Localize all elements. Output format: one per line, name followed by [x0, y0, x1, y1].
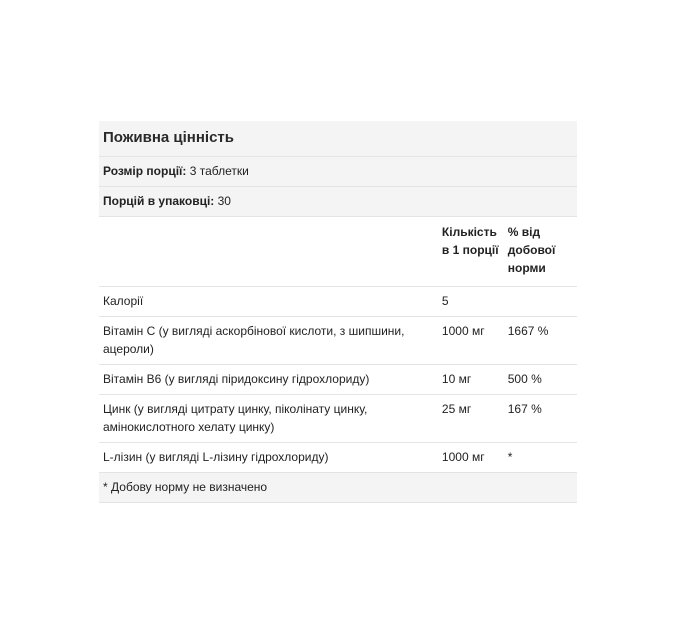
- nutrient-name: Калорії: [99, 287, 438, 317]
- column-header-row: [99, 217, 577, 287]
- serving-size: [99, 157, 577, 187]
- nutrient-amount: 10 мг: [438, 365, 504, 395]
- serving-size-label: Розмір порції:: [103, 164, 187, 178]
- nutrient-daily-value: [504, 287, 577, 317]
- table-row: [99, 365, 577, 395]
- footnote: * Добову норму не визначено: [99, 473, 577, 503]
- nutrient-name: Вітамін С (у вигляді аскорбінової кислоти, з шипшини, ацероли): [99, 317, 438, 365]
- nutrient-name: L-лізин (у вигляді L-лізину гідрохлориду): [99, 443, 438, 473]
- nutrient-daily-value: 500 %: [504, 365, 577, 395]
- header-amount: Кількість в 1 порції: [438, 217, 504, 287]
- nutrient-daily-value: 167 %: [504, 395, 577, 443]
- header-daily-value: % від добової норми: [504, 217, 577, 287]
- header-name: [99, 217, 438, 287]
- servings-per-container-row: [99, 187, 577, 217]
- nutrient-amount: 1000 мг: [438, 317, 504, 365]
- servings-per-container: [99, 187, 577, 217]
- title-row: [99, 121, 577, 157]
- nutrient-amount: 1000 мг: [438, 443, 504, 473]
- table-row: [99, 287, 577, 317]
- nutrient-name: Цинк (у вигляді цитрату цинку, піколінату цинку, амінокислотного хелату цинку): [99, 395, 438, 443]
- nutrient-daily-value: 1667 %: [504, 317, 577, 365]
- table-row: [99, 395, 577, 443]
- supplement-facts-table: [99, 121, 577, 503]
- table-row: [99, 317, 577, 365]
- serving-size-row: [99, 157, 577, 187]
- nutrient-amount: 25 мг: [438, 395, 504, 443]
- nutrient-name: Вітамін В6 (у вигляді піридоксину гідрохлориду): [99, 365, 438, 395]
- footnote-row: [99, 473, 577, 503]
- servings-per-container-value: 30: [217, 194, 231, 208]
- table-title: Поживна цінність: [99, 121, 577, 157]
- servings-per-container-label: Порцій в упаковці:: [103, 194, 215, 208]
- serving-size-value: 3 таблетки: [189, 164, 249, 178]
- nutrient-amount: 5: [438, 287, 504, 317]
- table-row: [99, 443, 577, 473]
- nutrient-daily-value: *: [504, 443, 577, 473]
